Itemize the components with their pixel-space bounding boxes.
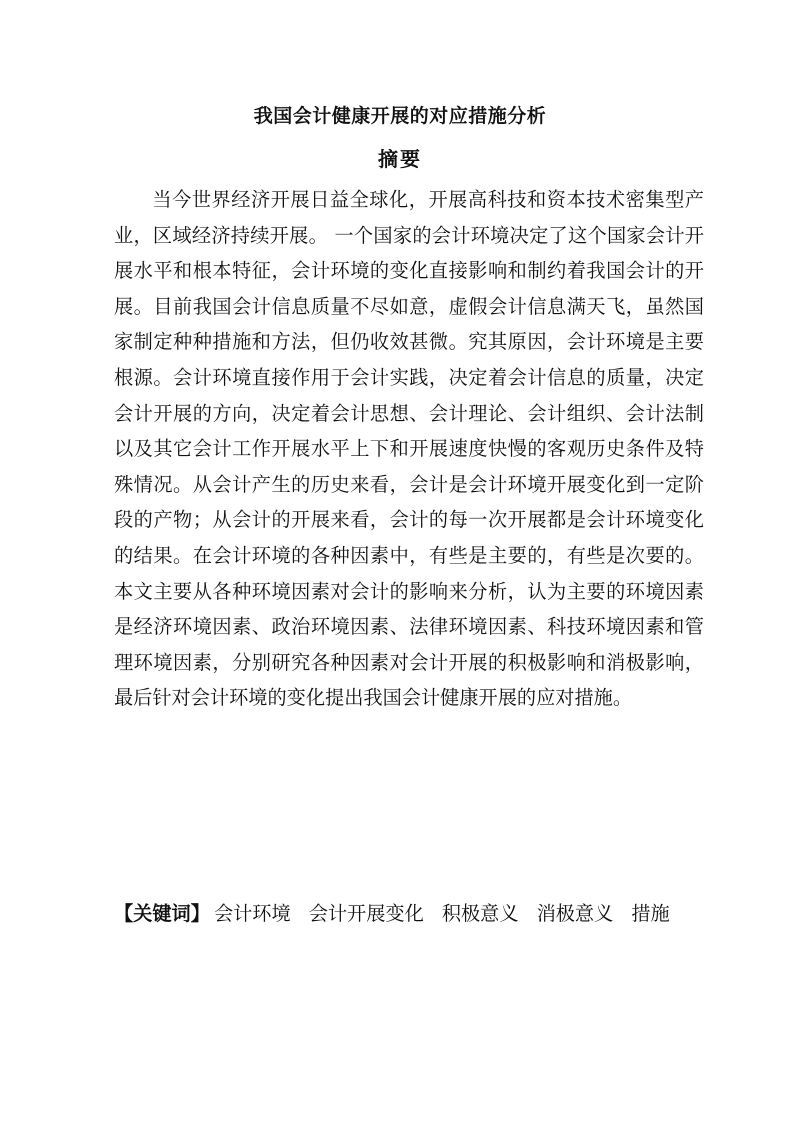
abstract-body: 当今世界经济开展日益全球化，开展高科技和资本技术密集型产业，区域经济持续开展。 一个国家的会计环境决定了这个国家会计开展水平和根本特征，会计环境的变化直接影响和制约着我国会计的开展。目前我国会计信息质量不尽如意，虚假会计信息满天飞，虽然国家制定种种措施和方法，但仍收效甚微。究其原因，会计环境是主要根源。会计环境直接作用于会计实践，决定着会计信息的质量，决定会计开展的方向，决定着会计思想、会计理论、会计组织、会计法制以及其它会计工作开展水平上下和开展速度快慢的客观历史条件及特殊情况。从会计产生的历史来看，会计是会计环境开展变化到一定阶段的产物；从会计的开展来看，会计的每一次开展都是会计环境变化的结果。在会计环境的各种因素中，有些是主要的，有些是次要的。本文主要从各种环境因素对会计的影响来分析，认为主要的环境因素是经济环境因素、政治环境因素、法律环境因素、科技环境因素和管理环境因素，分别研究各种因素对会计开展的积极影响和消极影响，最后针对会计环境的变化提出我国会计健康开展的应对措施。 (114, 188, 704, 710)
keywords-label: 【关键词】 (114, 902, 210, 925)
document-title: 我国会计健康开展的对应措施分析 (253, 105, 547, 127)
keyword-item: 措施 (631, 902, 670, 925)
keyword-item: 积极意义 (441, 902, 519, 925)
keyword-item: 会计环境 (213, 902, 291, 925)
abstract-heading: 摘要 (378, 147, 422, 171)
keyword-item: 消极意义 (536, 902, 614, 925)
keywords-line (114, 898, 714, 930)
keyword-item: 会计开展变化 (308, 902, 424, 925)
